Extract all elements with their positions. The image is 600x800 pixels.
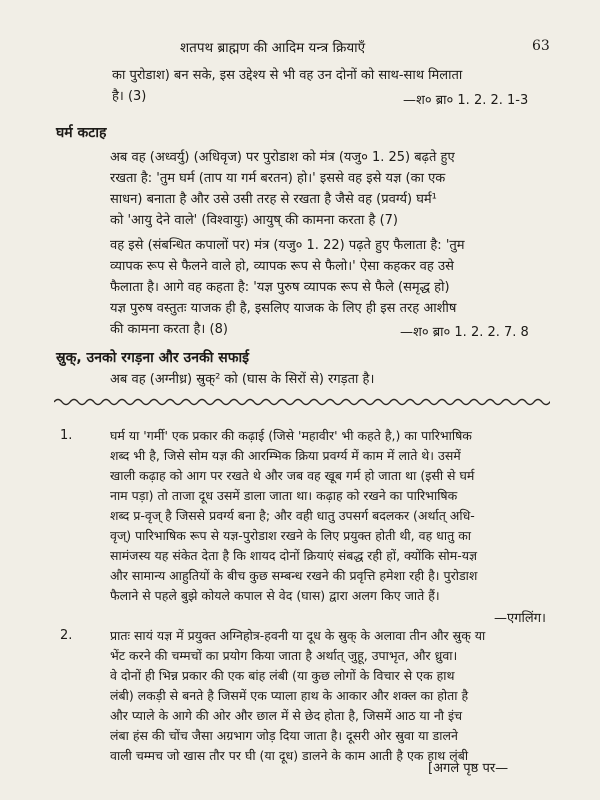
text-line: की कामना करता है। (8) — [110, 322, 228, 337]
footnote-attribution: —एगलिंग। — [494, 611, 546, 626]
section-heading: घर्म कटाह — [56, 125, 107, 141]
text-line: घर्म या 'गर्मी' एक प्रकार की कढ़ाई (जिसे 'महावीर' भी कहते है,) का पारिभाषिक — [110, 428, 472, 443]
text-line: शब्द भी है, जिसे सोम यज्ञ की आरम्भिक क्रिया प्रवर्ग्य में काम में लाते थे। उसमें — [110, 448, 461, 463]
text-line: फैलाता है। आगे वह कहता है: 'यज्ञ पुरुष व्यापक रूप से फैले (समृद्ध हो) — [110, 280, 450, 295]
text-line: अब वह (अध्वर्यु) (अधिवृज) पर पुरोडाश को मंत्र (यजु० 1. 25) बढ़ते हुए — [110, 150, 455, 165]
text-line: साधन) बनाता है और उसे उसी तरह से रखता है जैसे वह (प्रवर्ग्य) घर्म¹ — [110, 192, 437, 207]
text-line: फैलाने से पहले बुझे कोयले कपाल से वेद (घास) द्वारा अलग किए जाते हैं। — [110, 588, 440, 603]
page-number: 63 — [532, 38, 550, 54]
text-line: लंबी) लकड़ी से बनते है जिसमें एक प्याला हाथ के आकार और शक्ल का होता है — [110, 688, 469, 703]
text-line: व्यापक रूप से फैलने वाले हो, व्यापक रूप से फैलो।' ऐसा कहकर वह उसे — [110, 259, 454, 274]
section-heading: स्रुक्, उनको रगड़ना और उनकी सफाई — [56, 350, 249, 366]
page-header — [0, 38, 600, 60]
text-line: यज्ञ पुरुष वस्तुतः याजक ही है, इसलिए याजक के लिए ही इस तरह आशीष — [110, 301, 457, 316]
text-line: लंबा हंस की चोंच जैसा अग्रभाग जोड़ दिया जाता है। दूसरी ओर स्रुवा या डालने — [110, 728, 458, 743]
text-line: खाली कढ़ाह को आग पर रखते थे और जब वह खूब गर्म हो जाता था (इसी से घर्म — [110, 468, 475, 483]
text-line: और सामान्य आहुतियों के बीच कुछ सम्बन्ध रखने की प्रवृत्ति हमेशा रही है। पुरोडाश — [110, 568, 478, 583]
text-line: वाली चम्मच जो खास तौर पर घी (या दूध) डालने के काम आती है एक हाथ लंबी — [110, 748, 469, 763]
text-line: भेंट करने की चम्मचों का प्रयोग किया जाता है अर्थात् जुहू, उपाभृत, और ध्रुवा। — [110, 648, 458, 663]
text-line: शब्द प्र-वृज् है जिससे प्रवर्ग्य बना है; और वही धातु उपसर्ग बदलकर (अर्थात् अधि- — [110, 508, 475, 523]
text-line: रखता है: 'तुम घर्म (ताप या गर्म बरतन) हो।' इससे वह इसे यज्ञ (का एक — [110, 171, 446, 186]
footnote-number: 1. — [60, 428, 73, 443]
text-line: प्रातः सायं यज्ञ में प्रयुक्त अग्निहोत्र-हवनी या दूध के स्रुक् के अलावा तीन और स्रुक् या — [110, 628, 486, 643]
running-title: शतपथ ब्राह्मण की आदिम यन्त्र क्रियाएँ — [180, 40, 366, 56]
text-line: नाम पड़ा) तो ताजा दूध उसमें डाला जाता था। कढ़ाह को रखने का पारिभाषिक — [110, 488, 458, 503]
text-line: वे दोनों ही भिन्न प्रकार की एक बांह लंबी (या कुछ लोगों के विचार से एक हाथ — [110, 668, 455, 683]
text-line: अब वह (अग्नीध्र) स्रुक्² को (घास के सिरों से) रगड़ता है। — [110, 372, 375, 387]
citation: —श० ब्रा० 1. 2. 2. 7. 8 — [400, 325, 529, 340]
text-line: वृज्) पारिभाषिक रूप से यज्ञ-पुरोडाश रखने के लिए प्रयुक्त होती थी, वह धातु का — [110, 528, 472, 543]
text-line: को 'आयु देने वाले' (विश्वायुः) आयुष् की कामना करता है (7) — [110, 213, 398, 228]
footnote-number: 2. — [60, 628, 73, 643]
text-line: है। (3) — [112, 89, 147, 104]
text-line: का पुरोडाश) बन सके, इस उद्देश्य से भी वह उन दोनों को साथ-साथ मिलाता — [112, 68, 463, 83]
text-line: और प्याले के आगे की ओर और छाल में से छेद होता है, जिसमें आठ या नौ इंच — [110, 708, 463, 723]
continued-note: [अगले पृष्ठ पर— — [428, 761, 509, 776]
text-line: सामंजस्य यह संकेत देता है कि शायद दोनों क्रियाएं संबद्ध रही हों, क्योंकि सोम-यज्ञ — [110, 548, 478, 563]
citation: —श० ब्रा० 1. 2. 2. 1-3 — [403, 93, 529, 108]
wavy-divider — [54, 395, 550, 409]
text-line: वह इसे (संबन्धित कपालों पर) मंत्र (यजु० 1. 22) पढ़ते हुए फैलाता है: 'तुम — [110, 238, 465, 253]
